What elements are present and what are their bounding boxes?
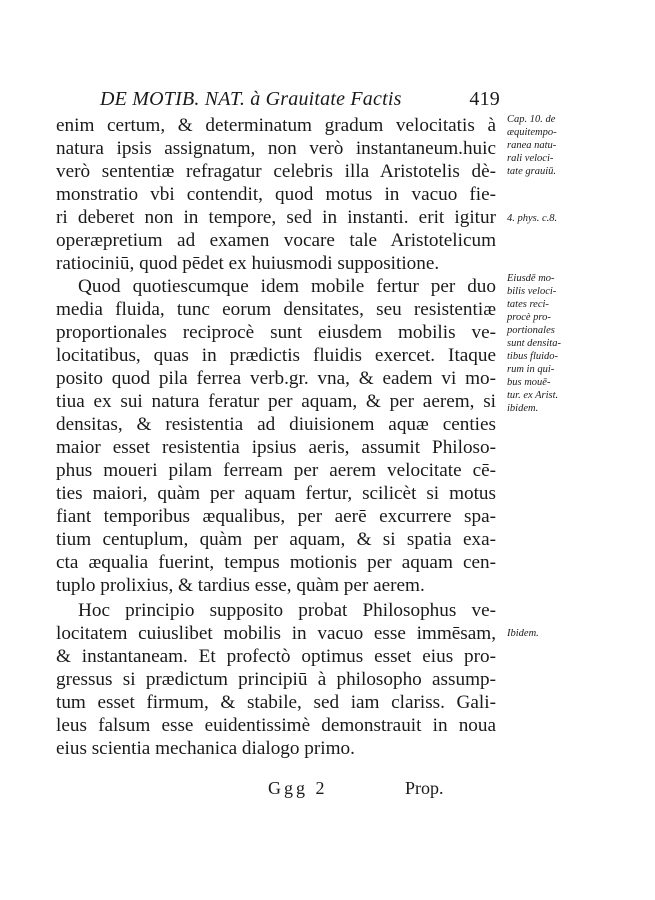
text-line: locitatem cuiuslibet mobilis in vacuo esse immēsam, [56, 623, 496, 644]
margin-note-line: bilis veloci- [507, 286, 557, 297]
margin-note-line: bus mouē- [507, 377, 551, 388]
text-line: fiant temporibus æqualibus, per aerē excurrere spa- [56, 506, 496, 527]
text-line: tiua ex sui natura feratur per aquam, & per aerem, si [56, 391, 496, 412]
margin-note-line: Eiusdē mo- [507, 273, 555, 284]
margin-note-eiusdem [507, 272, 607, 415]
text-line: ratiociniū, quod pēdet ex huiusmodi suppositione. [56, 253, 440, 274]
margin-note-line: æquitempo- [507, 127, 557, 138]
text-line: monstratio vbi contendit, quod motus in vacuo fie- [56, 184, 496, 205]
text-line: eius scientia mechanica dialogo primo. [56, 738, 355, 759]
margin-note-line: sunt densita- [507, 338, 561, 349]
text-line: Quod quotiescumque idem mobile fertur per duo [78, 276, 496, 297]
margin-note-line: Cap. 10. de [507, 114, 556, 125]
text-line: phus moueri pilam ferream per aerem velocitate cē- [56, 460, 496, 481]
margin-note-line: rali veloci- [507, 153, 554, 164]
text-line: maior esset resistentia ipsius aeris, assumit Philoso- [56, 437, 496, 458]
margin-note-ibidem [507, 627, 607, 640]
page-footer [0, 778, 655, 808]
text-line: tuplo prolixius, & tardius esse, quàm per aerem. [56, 575, 425, 596]
text-line: densitas, & resistentia ad diuisionem aquæ centies [56, 414, 496, 435]
margin-note-line: tate grauiū. [507, 166, 556, 177]
text-line: cta æqualia fuerint, tempus motionis per aquam cen- [56, 552, 496, 573]
text-line: enim certum, & determinatum gradum velocitatis à [56, 115, 496, 136]
text-line: ties maiori, quàm per aquam fertur, scilicèt si motus [56, 483, 496, 504]
signature-mark: Ggg 2 [268, 778, 328, 798]
text-line: gressus si prædictum principiū à philosopho assump- [56, 669, 496, 690]
margin-note-line: tibus fluido- [507, 351, 559, 362]
margin-note-line: Ibidem. [507, 628, 539, 639]
margin-note-line: procè pro- [507, 312, 551, 323]
text-line: posito quod pila ferrea verb.gr. vna, & eadem vi mo- [56, 368, 496, 389]
text-line: verò sententiæ refragatur celebris illa Aristotelis dè- [56, 161, 496, 182]
text-line: Hoc principio supposito probat Philosophus ve- [78, 600, 496, 621]
margin-note-line: ranea natu- [507, 140, 557, 151]
margin-note-line: portionales [507, 325, 555, 336]
margin-note-line: ibidem. [507, 403, 539, 414]
text-line: ri deberet non in tempore, sed in instanti. erit igitur [56, 207, 496, 228]
margin-note-line: 4. phys. c.8. [507, 213, 558, 224]
margin-note-cap10 [507, 113, 607, 178]
margin-note-line: tates reci- [507, 299, 549, 310]
text-line: natura ipsis assignatum, non verò instantaneum.huic [56, 138, 496, 159]
catchword: Prop. [405, 778, 444, 798]
text-line: proportionales reciprocè sunt eiusdem mobilis ve- [56, 322, 496, 343]
margin-note-phys [507, 212, 607, 225]
text-line: tum esset firmum, & stabile, sed iam clariss. Gali- [56, 692, 496, 713]
running-header [100, 88, 500, 111]
page-number: 419 [469, 88, 500, 110]
text-line: media fluida, tunc eorum densitates, seu resistentiæ [56, 299, 496, 320]
text-line: locitatibus, quas in prædictis fluidis exercet. Itaque [56, 345, 496, 366]
text-line: & instantaneam. Et profectò optimus esset eius pro- [56, 646, 496, 667]
running-title: DE MOTIB. NAT. à Grauitate Factis [100, 88, 402, 110]
margin-note-line: tur. ex Arist. [507, 390, 559, 401]
text-line: leus falsum esse euidentissimè demonstrauit in noua [56, 715, 496, 736]
text-line: tium centuplum, quàm per aquam, & si spatia exa- [56, 529, 496, 550]
margin-note-line: rum in qui- [507, 364, 555, 375]
text-line: operæpretium ad examen vocare tale Aristotelicum [56, 230, 496, 251]
